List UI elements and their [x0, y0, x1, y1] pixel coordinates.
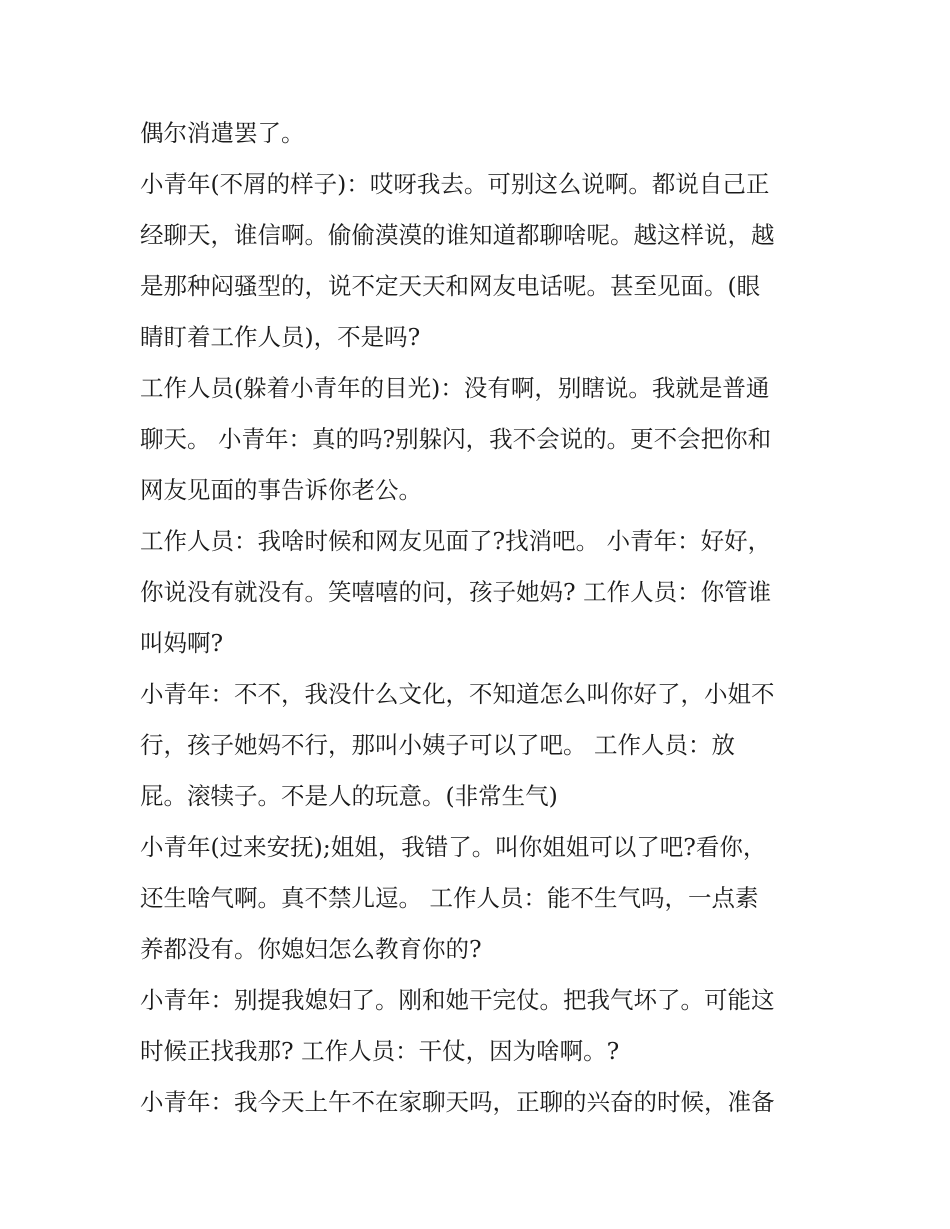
text-line: 时候正找我那? 工作人员：干仗，因为啥啊。? [140, 1037, 620, 1065]
text-line: 偶尔消遣罢了。 [140, 119, 305, 147]
text-line: 工作人员：我啥时候和网友见面了?找消吧。 小青年：好好， [140, 527, 772, 555]
text-line: 你说没有就没有。笑嘻嘻的问，孩子她妈? 工作人员：你管谁 [140, 578, 772, 606]
text-line: 小青年：不不，我没什么文化，不知道怎么叫你好了，小姐不 [140, 680, 775, 708]
text-line: 睛盯着工作人员)，不是吗? [140, 323, 421, 351]
text-line: 聊天。 小青年：真的吗?别躲闪，我不会说的。更不会把你和 [140, 425, 772, 453]
document-body [140, 108, 820, 1128]
text-line: 还生啥气啊。真不禁儿逗。 工作人员：能不生气吗，一点素 [140, 884, 759, 912]
text-line: 小青年(不屑的样子)：哎呀我去。可别这么说啊。都说自己正 [140, 170, 770, 198]
text-line: 小青年：我今天上午不在家聊天吗，正聊的兴奋的时候，准备 [140, 1088, 775, 1116]
text-line: 经聊天，谁信啊。偷偷漠漠的谁知道都聊啥呢。越这样说，越 [140, 221, 775, 249]
text-line: 养都没有。你媳妇怎么教育你的? [140, 935, 482, 963]
text-line: 小青年(过来安抚);姐姐，我错了。叫你姐姐可以了吧?看你， [140, 833, 767, 861]
text-line: 屁。滚犊子。不是人的玩意。(非常生气) [140, 782, 558, 810]
text-line: 叫妈啊? [140, 629, 224, 657]
text-line: 工作人员(躲着小青年的目光)：没有啊，别瞎说。我就是普通 [140, 374, 770, 402]
text-line: 是那种闷骚型的，说不定天天和网友电话呢。甚至见面。(眼 [140, 272, 761, 300]
text-line: 小青年：别提我媳妇了。刚和她干完仗。把我气坏了。可能这 [140, 986, 775, 1014]
text-line: 网友见面的事告诉你老公。 [140, 476, 422, 504]
text-line: 行，孩子她妈不行，那叫小姨子可以了吧。 工作人员：放 [140, 731, 735, 759]
